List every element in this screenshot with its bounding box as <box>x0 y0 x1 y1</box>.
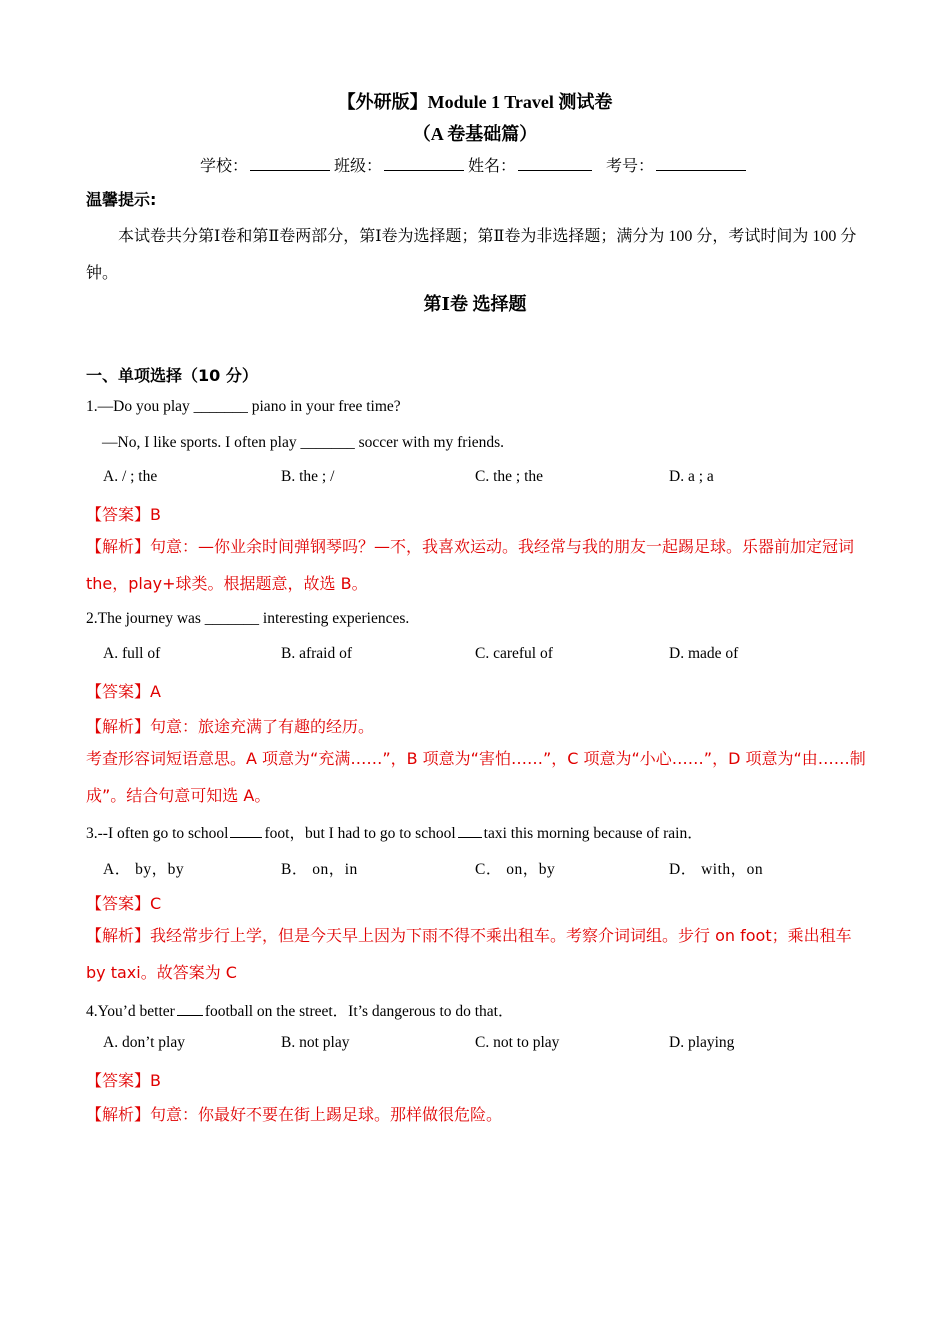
option-a[interactable]: A. / ; the <box>103 468 158 485</box>
option-d[interactable]: D. playing <box>669 1034 735 1051</box>
question-4-options <box>103 1034 863 1056</box>
option-b[interactable]: B. the ; / <box>281 468 335 485</box>
question-1-stem: 1.—Do you play _______ piano in your free time? <box>86 398 401 415</box>
option-b[interactable]: B. afraid of <box>281 645 353 662</box>
question-2-stem: 2.The journey was _______ interesting experiences. <box>86 610 410 627</box>
question-2-analysis: 【解析】句意：旅途充满了有趣的经历。 <box>86 717 375 736</box>
exam-no-label: 考号： <box>606 156 655 175</box>
blank-2 <box>458 825 482 838</box>
page-title: 【外研版】Module 1 Travel 测试卷 <box>337 92 613 112</box>
exam-no-field[interactable] <box>656 156 746 171</box>
question-4-stem-part-a: 4.You’d better <box>86 1003 175 1020</box>
section-heading: 一、单项选择（10 分） <box>86 366 258 385</box>
question-3-stem-part-c: taxi this morning because of rain． <box>483 825 703 842</box>
option-a[interactable]: A． by，by <box>103 861 185 878</box>
school-field[interactable] <box>250 156 330 171</box>
question-4-stem-part-b: football on the street．It’s dangerous to do that． <box>204 1003 514 1020</box>
part-title: 第Ⅰ卷 选择题 <box>423 294 527 314</box>
option-c[interactable]: C. not to play <box>475 1034 560 1051</box>
school-label: 学校： <box>199 156 248 175</box>
tips-text: 本试卷共分第Ⅰ卷和第Ⅱ卷两部分，第Ⅰ卷为选择题；第Ⅱ卷为非选择题；满分为 100 分，考试时间为 100 分钟。 <box>86 228 857 282</box>
class-label: 班级： <box>333 156 382 175</box>
option-b[interactable]: B. not play <box>281 1034 350 1051</box>
question-1-answer: 【答案】B <box>86 505 161 524</box>
option-c[interactable]: C. careful of <box>475 645 553 662</box>
blank-1 <box>230 825 262 838</box>
name-field[interactable] <box>518 156 592 171</box>
option-d[interactable]: D. made of <box>669 645 739 662</box>
question-3-stem <box>86 821 703 843</box>
option-b[interactable]: B． on，in <box>281 861 358 878</box>
page-subtitle: （A 卷基础篇） <box>412 124 538 144</box>
option-d[interactable]: D. a ; a <box>669 468 714 485</box>
option-a[interactable]: A. don’t play <box>103 1034 185 1051</box>
student-info-line <box>0 153 950 176</box>
question-1-analysis: 【解析】句意：—你业余时间弹钢琴吗？—不，我喜欢运动。我经常与我的朋友一起踢足球。乐器前加定冠词 the，play+球类。根据题意，故选 B。 <box>86 537 855 593</box>
question-2-analysis-detail: 考查形容词短语意思。A 项意为“充满……”，B 项意为“害怕……”，C 项意为“小心……”，D 项意为“由……制成”。结合句意可知选 A。 <box>86 749 866 805</box>
question-1-stem-2: —No, I like sports. I often play _______ soccer with my friends. <box>102 434 505 451</box>
question-4-stem <box>86 999 514 1021</box>
blank-1 <box>177 1003 203 1016</box>
question-3-analysis: 【解析】我经常步行上学，但是今天早上因为下雨不得不乘出租车。考察介词词组。步行 on foot；乘出租车 by taxi。故答案为 C <box>86 926 852 982</box>
question-4-analysis: 【解析】句意：你最好不要在街上踢足球。那样做很危险。 <box>86 1105 503 1124</box>
class-field[interactable] <box>384 156 464 171</box>
option-c[interactable]: C． on，by <box>475 861 556 878</box>
question-1-options <box>103 468 863 490</box>
option-c[interactable]: C. the ; the <box>475 468 544 485</box>
question-2-answer: 【答案】A <box>86 682 161 701</box>
tips-label: 温馨提示: <box>86 190 157 209</box>
question-3-answer: 【答案】C <box>86 894 162 913</box>
option-a[interactable]: A. full of <box>103 645 161 662</box>
question-3-stem-part-a: 3.--I often go to school <box>86 825 229 842</box>
question-2-options <box>103 645 863 667</box>
name-label: 姓名： <box>468 156 517 175</box>
question-3-options <box>103 857 863 879</box>
question-4-answer: 【答案】B <box>86 1071 161 1090</box>
question-3-stem-part-b: foot，but I had to go to school <box>264 825 456 842</box>
option-d[interactable]: D． with，on <box>669 861 764 878</box>
